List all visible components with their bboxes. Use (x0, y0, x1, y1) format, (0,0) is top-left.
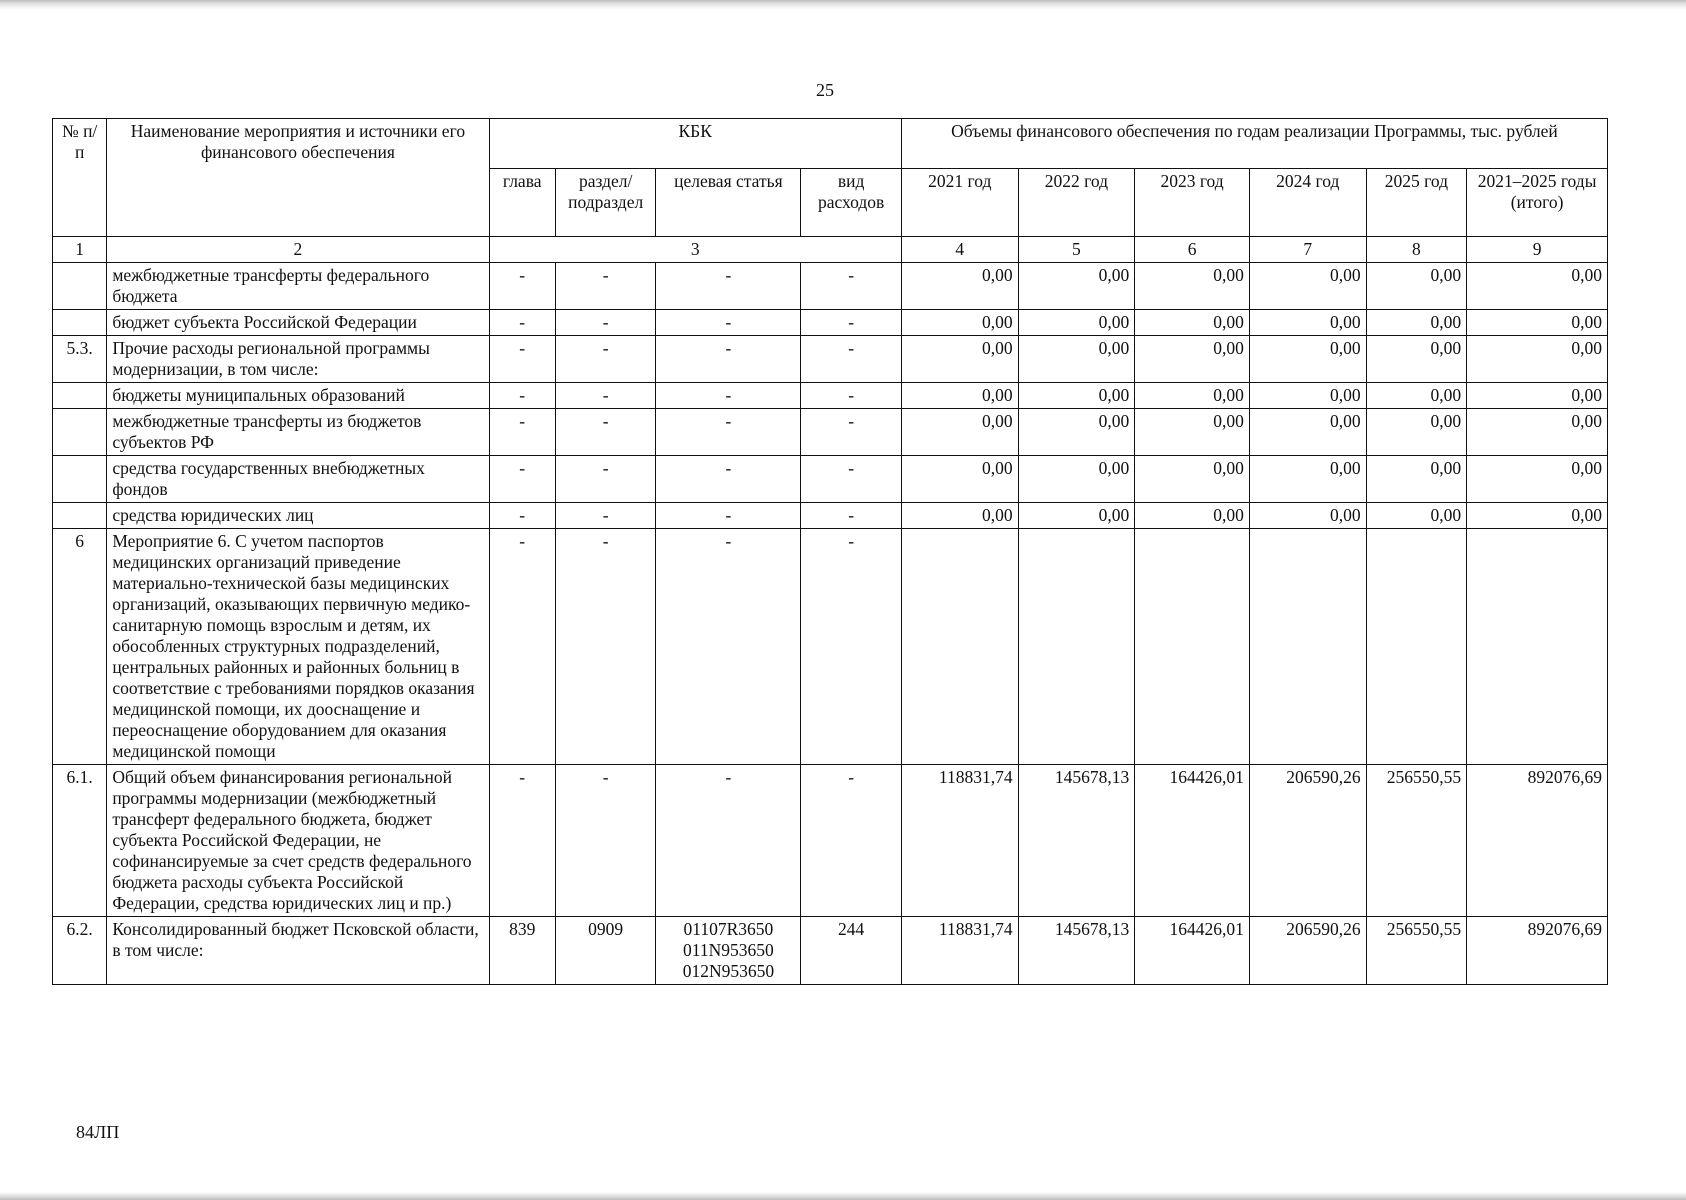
value-2023: 0,00 (1135, 383, 1250, 409)
row-glava: - (489, 336, 555, 383)
target-code: 012N953650 (682, 961, 775, 981)
col-number-2: 2 (107, 237, 489, 263)
row-razdel: - (555, 310, 656, 336)
row-number (53, 310, 107, 336)
row-target: - (656, 409, 801, 456)
value-2023: 0,00 (1135, 310, 1250, 336)
row-vid: - (801, 263, 902, 310)
value-2021: 0,00 (901, 456, 1018, 503)
col-number-1: 1 (53, 237, 107, 263)
row-razdel: - (555, 456, 656, 503)
value-2022: 0,00 (1018, 310, 1135, 336)
value-total: 0,00 (1467, 383, 1608, 409)
row-razdel: - (555, 383, 656, 409)
value-2023: 0,00 (1135, 263, 1250, 310)
value-2021: 0,00 (901, 336, 1018, 383)
header-number: № п/п (53, 119, 107, 237)
value-2025: 0,00 (1366, 263, 1467, 310)
header-razdel: раздел/ подраздел (555, 169, 656, 237)
row-razdel: - (555, 765, 656, 917)
value-2021: 118831,74 (901, 765, 1018, 917)
table-row (53, 917, 1608, 985)
row-name: Мероприятие 6. С учетом паспортов медицинских организаций приведение материально-технической базы медицинских организаций, оказывающих первичную медико-санитарную помощь взрослым и детям, их обособленных структурных подразделений, центральных районных и районных больниц в соответствие с требованиями порядков оказания медицинской помощи, их дооснащение и переоснащение оборудованием для оказания медицинской помощи (107, 529, 489, 765)
value-2021: 118831,74 (901, 917, 1018, 985)
row-razdel: 0909 (555, 917, 656, 985)
row-target: - (656, 529, 801, 765)
row-glava: - (489, 503, 555, 529)
value-2023: 0,00 (1135, 409, 1250, 456)
value-2022: 145678,13 (1018, 917, 1135, 985)
row-razdel: - (555, 409, 656, 456)
target-code: 011N953650 (683, 940, 774, 960)
row-number (53, 263, 107, 310)
col-number-3: 3 (489, 237, 901, 263)
table-row (53, 310, 1608, 336)
row-name: средства государственных внебюджетных фондов (107, 456, 489, 503)
row-name: Прочие расходы региональной программы модернизации, в том числе: (107, 336, 489, 383)
row-razdel: - (555, 263, 656, 310)
value-2022: 0,00 (1018, 503, 1135, 529)
value-2025: 256550,55 (1366, 917, 1467, 985)
value-2025: 0,00 (1366, 383, 1467, 409)
value-2025: 0,00 (1366, 456, 1467, 503)
row-name: бюджеты муниципальных образований (107, 383, 489, 409)
row-glava: 839 (489, 917, 555, 985)
value-2024: 0,00 (1249, 310, 1366, 336)
header-kbk: КБК (489, 119, 901, 169)
row-vid: 244 (801, 917, 902, 985)
scan-top-edge (0, 0, 1686, 10)
value-2025: 0,00 (1366, 310, 1467, 336)
value-2024: 206590,26 (1249, 765, 1366, 917)
row-number: 5.3. (53, 336, 107, 383)
row-name: Общий объем финансирования региональной программы модернизации (межбюджетный трансферт федерального бюджета, бюджет субъекта Российской Федерации, не софинансируемые за счет средств федерального бюджета расходы субъекта Российской Федерации, средства юридических лиц и пр.) (107, 765, 489, 917)
funding-table (52, 118, 1608, 985)
value-2022 (1018, 529, 1135, 765)
row-vid: - (801, 529, 902, 765)
value-total: 892076,69 (1467, 765, 1608, 917)
row-target: - (656, 383, 801, 409)
table-row (53, 503, 1608, 529)
row-vid: - (801, 310, 902, 336)
value-2023: 164426,01 (1135, 765, 1250, 917)
value-2024 (1249, 529, 1366, 765)
row-razdel: - (555, 503, 656, 529)
value-2022: 145678,13 (1018, 765, 1135, 917)
value-2024: 0,00 (1249, 336, 1366, 383)
header-total: 2021–2025 годы (итого) (1467, 169, 1608, 237)
value-2025 (1366, 529, 1467, 765)
row-name: Консолидированный бюджет Псковской области, в том числе: (107, 917, 489, 985)
row-target: - (656, 310, 801, 336)
col-number-5: 5 (1018, 237, 1135, 263)
col-number-6: 6 (1135, 237, 1250, 263)
value-2024: 0,00 (1249, 263, 1366, 310)
value-2025: 0,00 (1366, 503, 1467, 529)
value-2021: 0,00 (901, 503, 1018, 529)
row-vid: - (801, 383, 902, 409)
col-number-8: 8 (1366, 237, 1467, 263)
value-2023 (1135, 529, 1250, 765)
header-2023: 2023 год (1135, 169, 1250, 237)
value-2025: 256550,55 (1366, 765, 1467, 917)
row-glava: - (489, 409, 555, 456)
row-number: 6.1. (53, 765, 107, 917)
value-2024: 206590,26 (1249, 917, 1366, 985)
table-row (53, 383, 1608, 409)
header-funding: Объемы финансового обеспечения по годам реализации Программы, тыс. рублей (901, 119, 1607, 169)
row-razdel: - (555, 336, 656, 383)
header-2024: 2024 год (1249, 169, 1366, 237)
col-number-4: 4 (901, 237, 1018, 263)
row-razdel: - (555, 529, 656, 765)
value-2022: 0,00 (1018, 383, 1135, 409)
row-glava: - (489, 529, 555, 765)
col-number-7: 7 (1249, 237, 1366, 263)
header-vid: вид расходов (801, 169, 902, 237)
row-number (53, 456, 107, 503)
value-2023: 0,00 (1135, 336, 1250, 383)
value-2021: 0,00 (901, 310, 1018, 336)
table-row (53, 529, 1608, 765)
row-number (53, 409, 107, 456)
row-target (656, 917, 801, 985)
value-2024: 0,00 (1249, 503, 1366, 529)
value-total: 0,00 (1467, 336, 1608, 383)
value-2021 (901, 529, 1018, 765)
row-target: - (656, 765, 801, 917)
document-code: 84ЛП (76, 1122, 120, 1142)
row-name: межбюджетные трансферты из бюджетов субъектов РФ (107, 409, 489, 456)
value-2022: 0,00 (1018, 336, 1135, 383)
row-number: 6 (53, 529, 107, 765)
header-target: целевая статья (656, 169, 801, 237)
value-total: 892076,69 (1467, 917, 1608, 985)
value-2022: 0,00 (1018, 456, 1135, 503)
value-2022: 0,00 (1018, 409, 1135, 456)
row-target: - (656, 503, 801, 529)
value-total: 0,00 (1467, 263, 1608, 310)
value-2025: 0,00 (1366, 409, 1467, 456)
row-vid: - (801, 503, 902, 529)
value-2024: 0,00 (1249, 409, 1366, 456)
value-2021: 0,00 (901, 263, 1018, 310)
row-glava: - (489, 456, 555, 503)
header-2022: 2022 год (1018, 169, 1135, 237)
row-target: - (656, 263, 801, 310)
row-glava: - (489, 263, 555, 310)
page-number: 25 (816, 80, 834, 100)
table-row (53, 409, 1608, 456)
value-total: 0,00 (1467, 409, 1608, 456)
row-name: межбюджетные трансферты федерального бюджета (107, 263, 489, 310)
value-2022: 0,00 (1018, 263, 1135, 310)
value-total: 0,00 (1467, 503, 1608, 529)
row-number: 6.2. (53, 917, 107, 985)
row-glava: - (489, 310, 555, 336)
row-number (53, 503, 107, 529)
value-2021: 0,00 (901, 409, 1018, 456)
table-row (53, 263, 1608, 310)
header-2025: 2025 год (1366, 169, 1467, 237)
row-vid: - (801, 765, 902, 917)
value-2023: 0,00 (1135, 503, 1250, 529)
value-total: 0,00 (1467, 310, 1608, 336)
row-vid: - (801, 336, 902, 383)
value-total: 0,00 (1467, 456, 1608, 503)
value-2025: 0,00 (1366, 336, 1467, 383)
row-number (53, 383, 107, 409)
row-name: средства юридических лиц (107, 503, 489, 529)
header-2021: 2021 год (901, 169, 1018, 237)
value-2023: 164426,01 (1135, 917, 1250, 985)
value-2024: 0,00 (1249, 456, 1366, 503)
row-target: - (656, 336, 801, 383)
table-row (53, 456, 1608, 503)
value-2024: 0,00 (1249, 383, 1366, 409)
value-2021: 0,00 (901, 383, 1018, 409)
row-glava: - (489, 383, 555, 409)
table-row (53, 765, 1608, 917)
scan-bottom-edge (0, 1192, 1686, 1200)
header-name: Наименование мероприятия и источники его финансового обеспечения (107, 119, 489, 237)
value-2023: 0,00 (1135, 456, 1250, 503)
row-glava: - (489, 765, 555, 917)
row-vid: - (801, 456, 902, 503)
row-vid: - (801, 409, 902, 456)
row-target: - (656, 456, 801, 503)
target-code: 01107R3650 (683, 919, 774, 939)
table-row (53, 336, 1608, 383)
header-glava: глава (489, 169, 555, 237)
row-name: бюджет субъекта Российской Федерации (107, 310, 489, 336)
column-numbers-row (53, 237, 1608, 263)
col-number-9: 9 (1467, 237, 1608, 263)
value-total (1467, 529, 1608, 765)
